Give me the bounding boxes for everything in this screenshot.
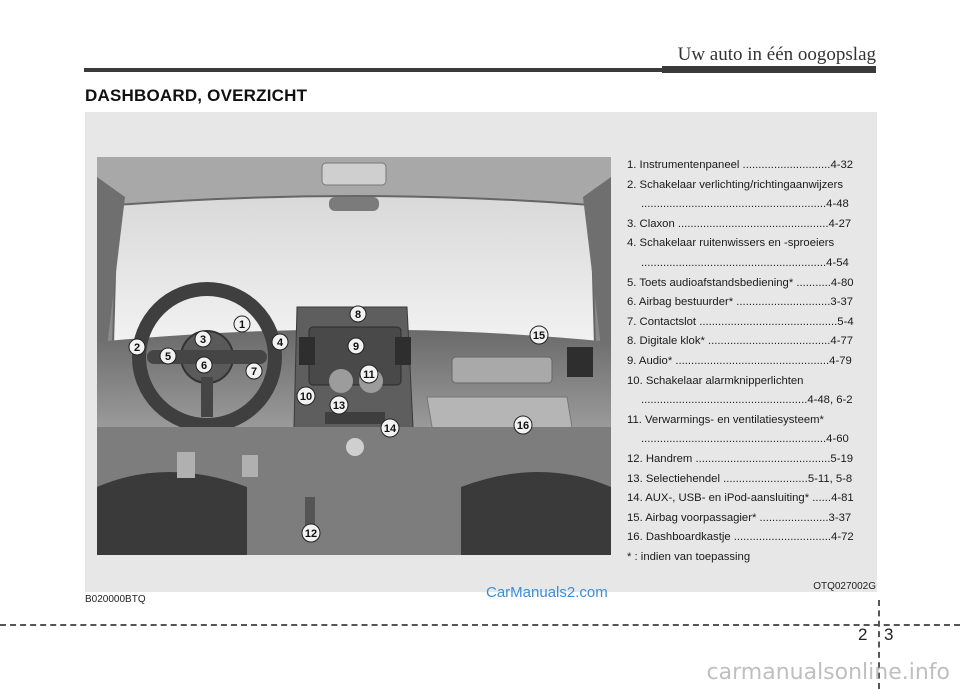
legend-item: 14. AUX-, USB- en iPod-aansluiting* ......4-81 (627, 492, 854, 505)
footer-dashed-rule (0, 624, 960, 626)
header-rule-accent (662, 66, 876, 73)
callout-11 (360, 365, 378, 383)
callout-15 (530, 326, 548, 344)
legend-item: 9. Audio* .................................................4-79 (627, 354, 852, 367)
svg-text:15: 15 (532, 330, 546, 342)
legend-item: 7. Contactslot ............................................5-4 (627, 315, 854, 328)
svg-text:4: 4 (276, 337, 284, 349)
legend-item: 11. Verwarmings- en ventilatiesysteem* (627, 413, 824, 426)
svg-text:14: 14 (383, 423, 397, 435)
watermark-link[interactable]: CarManuals2.com (486, 584, 608, 601)
legend-item-continuation: .....................................................4-48, 6-2 (641, 394, 853, 407)
callout-3 (195, 331, 211, 347)
svg-text:13: 13 (332, 400, 346, 412)
callout-1 (234, 316, 250, 332)
chapter-title: Uw auto in één oogopslag (677, 44, 876, 65)
legend-item: 5. Toets audioafstandsbediening* ...........4-80 (627, 276, 854, 289)
dashboard-drawing (97, 157, 611, 555)
callout-14 (381, 419, 399, 437)
callout-16 (514, 416, 532, 434)
legend-item: 3. Claxon ................................................4-27 (627, 217, 852, 230)
legend-item: 4. Schakelaar ruitenwissers en -sproeiers (627, 237, 835, 250)
legend-item-continuation: ...........................................................4-54 (641, 256, 849, 269)
page-chapter: 2 (858, 625, 868, 644)
page-number: 3 (884, 625, 894, 644)
legend-item: 16. Dashboardkastje ...............................4-72 (627, 531, 854, 544)
legend-item: 8. Digitale klok* .......................................4-77 (627, 335, 854, 348)
document-code: B020000BTQ (85, 594, 146, 605)
callout-2 (129, 339, 145, 355)
callout-5 (160, 348, 176, 364)
svg-text:10: 10 (299, 391, 313, 403)
callout-8 (350, 306, 366, 322)
svg-text:2: 2 (133, 342, 141, 354)
svg-text:1: 1 (238, 319, 246, 331)
legend-item: 12. Handrem ...........................................5-19 (627, 452, 854, 465)
svg-text:9: 9 (352, 341, 360, 353)
svg-text:11: 11 (363, 369, 375, 381)
legend-footnote: * : indien van toepassing (627, 550, 751, 563)
legend-item: 15. Airbag voorpassagier* ......................3-37 (627, 511, 852, 524)
illustration-code: OTQ027002G (813, 581, 876, 592)
legend-item-continuation: ...........................................................4-48 (641, 198, 849, 211)
callout-7 (246, 363, 262, 379)
legend-item: 10. Schakelaar alarmknipperlichten (627, 374, 804, 387)
callout-9 (348, 338, 364, 354)
legend-item: 13. Selectiehendel ...........................5-11, 5-8 (627, 472, 853, 485)
callout-6 (196, 357, 212, 373)
callout-10 (297, 387, 315, 405)
svg-text:12: 12 (304, 528, 318, 540)
svg-text:16: 16 (516, 420, 530, 432)
callout-13 (330, 396, 348, 414)
svg-text:7: 7 (250, 366, 258, 378)
svg-text:8: 8 (354, 309, 362, 321)
footer-watermark[interactable]: carmanualsonline.info (706, 660, 950, 685)
legend-item: 6. Airbag bestuurder* ..............................3-37 (627, 296, 854, 309)
dashboard-illustration (97, 157, 611, 555)
section-title: DASHBOARD, OVERZICHT (85, 86, 308, 105)
svg-text:3: 3 (199, 334, 207, 346)
legend-item-continuation: ...........................................................4-60 (641, 433, 849, 446)
legend-item: 1. Instrumentenpaneel ............................4-32 (627, 159, 854, 171)
legend-item: 2. Schakelaar verlichting/richtingaanwijzers (627, 178, 843, 191)
callout-12 (302, 524, 320, 542)
svg-text:5: 5 (164, 351, 172, 363)
svg-text:6: 6 (200, 360, 208, 372)
legend-list (627, 156, 875, 567)
callout-4 (272, 334, 288, 350)
